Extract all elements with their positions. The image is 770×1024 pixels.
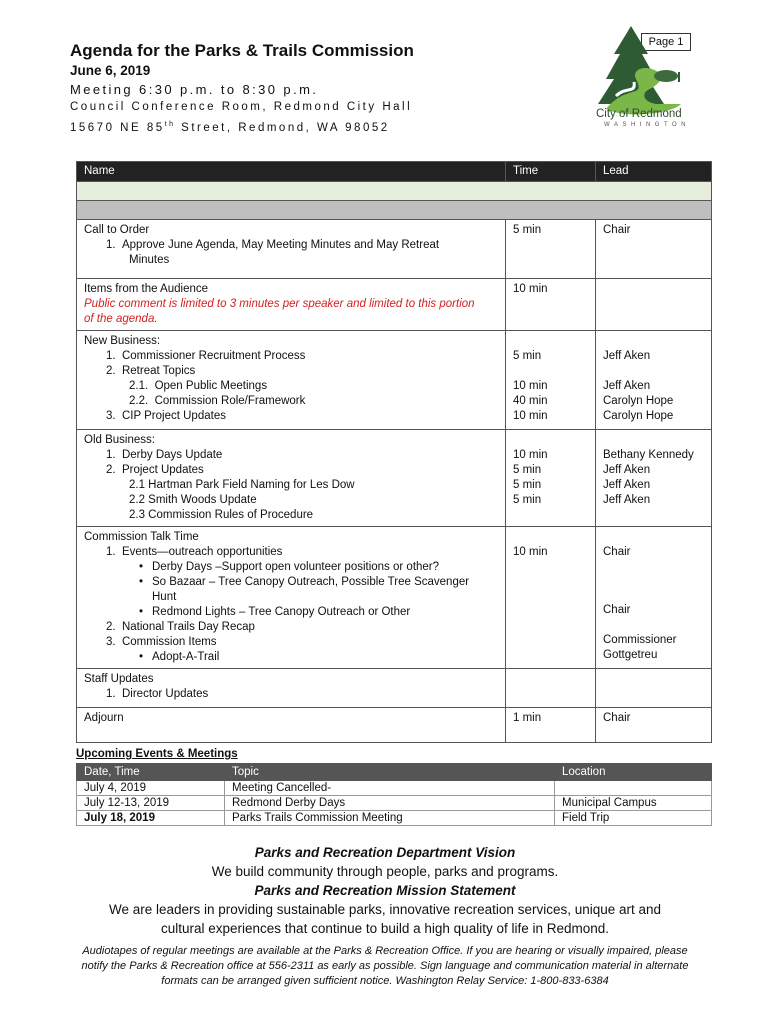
event-topic: Parks Trails Commission Meeting [225,811,555,826]
agenda-item-cell [77,527,506,669]
event-location: Municipal Campus [555,796,712,811]
agenda-row-old-business [77,430,712,527]
bullet-item-continued: Hunt [152,591,177,603]
agenda-item-cell [77,430,506,527]
time-value: 5 min [513,494,542,506]
spacer [603,433,704,448]
agenda-item-cell [77,331,506,430]
spacer-cell [77,201,712,220]
spacer-cell [77,182,712,201]
lead-value: Bethany Kennedy [603,449,694,461]
events-title: Upcoming Events & Meetings [76,748,238,760]
page-title: Agenda for the Parks & Trails Commission [70,41,414,60]
spacer [603,560,704,603]
agenda-item-cell [77,279,506,331]
item-line: 2.2. Commission Role/Framework [129,395,306,407]
public-comment-note: of the agenda. [84,313,158,325]
time-cell: 1 min [506,708,596,743]
bullet-item: • Derby Days –Support open volunteer positions or other? [84,560,498,575]
time-value: 5 min [513,479,542,491]
spacer [603,334,704,349]
spacer [603,364,704,379]
lead-value: Jeff Aken [603,464,651,476]
meeting-date: June 6, 2019 [70,63,151,78]
time-cell [506,669,596,708]
lead-cell [596,331,712,430]
event-row [77,781,712,796]
lead-cell [596,669,712,708]
meeting-time: Meeting 6:30 p.m. to 8:30 p.m. [70,82,319,97]
event-location [555,781,712,796]
event-date: July 4, 2019 [77,781,225,796]
agenda-item-cell [77,220,506,279]
page-number: Page 1 [641,33,691,51]
lead-value: Gottgetreu [603,649,658,661]
event-date: July 12-13, 2019 [77,796,225,811]
item-line: 3. Commission Items [106,636,217,648]
col-topic-header: Topic [225,764,555,781]
spacer [513,530,588,545]
logo-text: City of Redmond [596,108,682,120]
lead-cell [596,527,712,669]
item-heading: Items from the Audience [84,283,209,295]
lead-value: Commissioner [603,634,677,646]
item-line: 1. Director Updates [106,688,209,700]
item-heading: Call to Order [84,224,150,236]
mission-text: We are leaders in providing sustainable parks, innovative recreation services, unique art and [108,902,662,917]
item-line: Minutes [129,254,170,266]
lead-cell [596,430,712,527]
address-part: Street, Redmond, WA 98052 [175,121,390,134]
events-header-row [77,764,712,781]
item-line: 2.1 Hartman Park Field Naming for Les Dow [129,479,355,491]
item-heading: Old Business: [84,434,155,446]
vision-section [0,843,770,938]
spacer [603,530,704,545]
agenda-item-cell [77,669,506,708]
col-name-header: Name [77,162,506,182]
agenda-row-talk-time [77,527,712,669]
col-date-header: Date, Time [77,764,225,781]
item-line: 1. Events—outreach opportunities [106,546,283,558]
header [70,40,414,137]
item-line: 1. Approve June Agenda, May Meeting Minutes and May Retreat [106,239,440,251]
time-value: 10 min [513,410,548,422]
agenda-header-row [77,162,712,182]
lead-cell: Chair [596,220,712,279]
item-line: 1. Commissioner Recruitment Process [106,350,306,362]
item-line: 3. CIP Project Updates [106,410,226,422]
spacer-row [77,182,712,201]
event-row [77,796,712,811]
meeting-address [70,116,414,137]
time-cell: 5 min [506,220,596,279]
lead-value: Carolyn Hope [603,410,674,422]
col-location-header: Location [555,764,712,781]
time-cell [506,331,596,430]
mission-title: Parks and Recreation Mission Statement [254,883,516,898]
agenda-row-staff-updates [77,669,712,708]
bullet-item: • Adopt-A-Trail [84,650,498,665]
lead-value: Chair [603,546,631,558]
col-time-header: Time [506,162,596,182]
agenda-row-call-to-order [77,220,712,279]
address-part: 15670 NE 85 [70,121,165,134]
time-cell [506,527,596,669]
spacer [603,618,704,633]
vision-text: We build community through people, parks and programs. [211,864,559,879]
lead-value: Carolyn Hope [603,395,674,407]
agenda-item-cell: Adjourn [77,708,506,743]
time-cell [506,430,596,527]
item-heading: Commission Talk Time [84,531,199,543]
item-line: 2.2 Smith Woods Update [129,494,257,506]
event-topic: Redmond Derby Days [225,796,555,811]
spacer [513,334,588,349]
item-line: 2. Project Updates [106,464,204,476]
lead-value: Jeff Aken [603,479,651,491]
item-heading: Staff Updates [84,673,154,685]
time-value: 10 min [513,380,548,392]
lead-cell [596,279,712,331]
time-value: 10 min [513,546,548,558]
event-topic: Meeting Cancelled- [225,781,555,796]
public-comment-note: Public comment is limited to 3 minutes per speaker and limited to this portion [84,298,475,310]
agenda-table [76,161,712,743]
lead-value: Jeff Aken [603,494,651,506]
address-sup: th [164,121,176,128]
item-line: 2.1. Open Public Meetings [129,380,268,392]
spacer-row [77,201,712,220]
agenda-row-new-business [77,331,712,430]
lead-value: Chair [603,604,631,616]
event-row [77,811,712,826]
time-value: 5 min [513,350,542,362]
logo-subtext: WASHINGTON [604,122,691,128]
time-value: 40 min [513,395,548,407]
bullet-item: • So Bazaar – Tree Canopy Outreach, Possible Tree Scavenger [84,575,498,590]
item-heading: New Business: [84,335,161,347]
item-line: 2.3 Commission Rules of Procedure [129,509,314,521]
accessibility-notice: Audiotapes of regular meetings are available at the Parks & Recreation Office. If you are hearing or visually impaired, please notify the Parks & Recreation office at 556-2311 as early as possible. Sign language and communication material in alternate formats can be arranged given sufficient notice. Washington Relay Service: 1-800-833-6384 [81,945,689,987]
time-value: 10 min [513,449,548,461]
events-table [76,763,712,826]
spacer [513,364,588,379]
lead-value: Jeff Aken [603,350,651,362]
item-line: 2. Retreat Topics [106,365,196,377]
item-line: 1. Derby Days Update [106,449,223,461]
event-location: Field Trip [555,811,712,826]
item-line: 2. National Trails Day Recap [106,621,255,633]
mission-text: cultural experiences that continue to build a high quality of life in Redmond. [160,921,610,936]
agenda-row-audience [77,279,712,331]
agenda-row-adjourn [77,708,712,743]
vision-title: Parks and Recreation Department Vision [254,845,516,860]
lead-cell: Chair [596,708,712,743]
time-cell: 10 min [506,279,596,331]
spacer [513,433,588,448]
col-lead-header: Lead [596,162,712,182]
lead-value: Jeff Aken [603,380,651,392]
time-value: 5 min [513,464,542,476]
bullet-item: • Redmond Lights – Tree Canopy Outreach or Other [84,605,498,620]
meeting-location: Council Conference Room, Redmond City Hall [70,101,413,113]
event-date: July 18, 2019 [77,811,225,826]
